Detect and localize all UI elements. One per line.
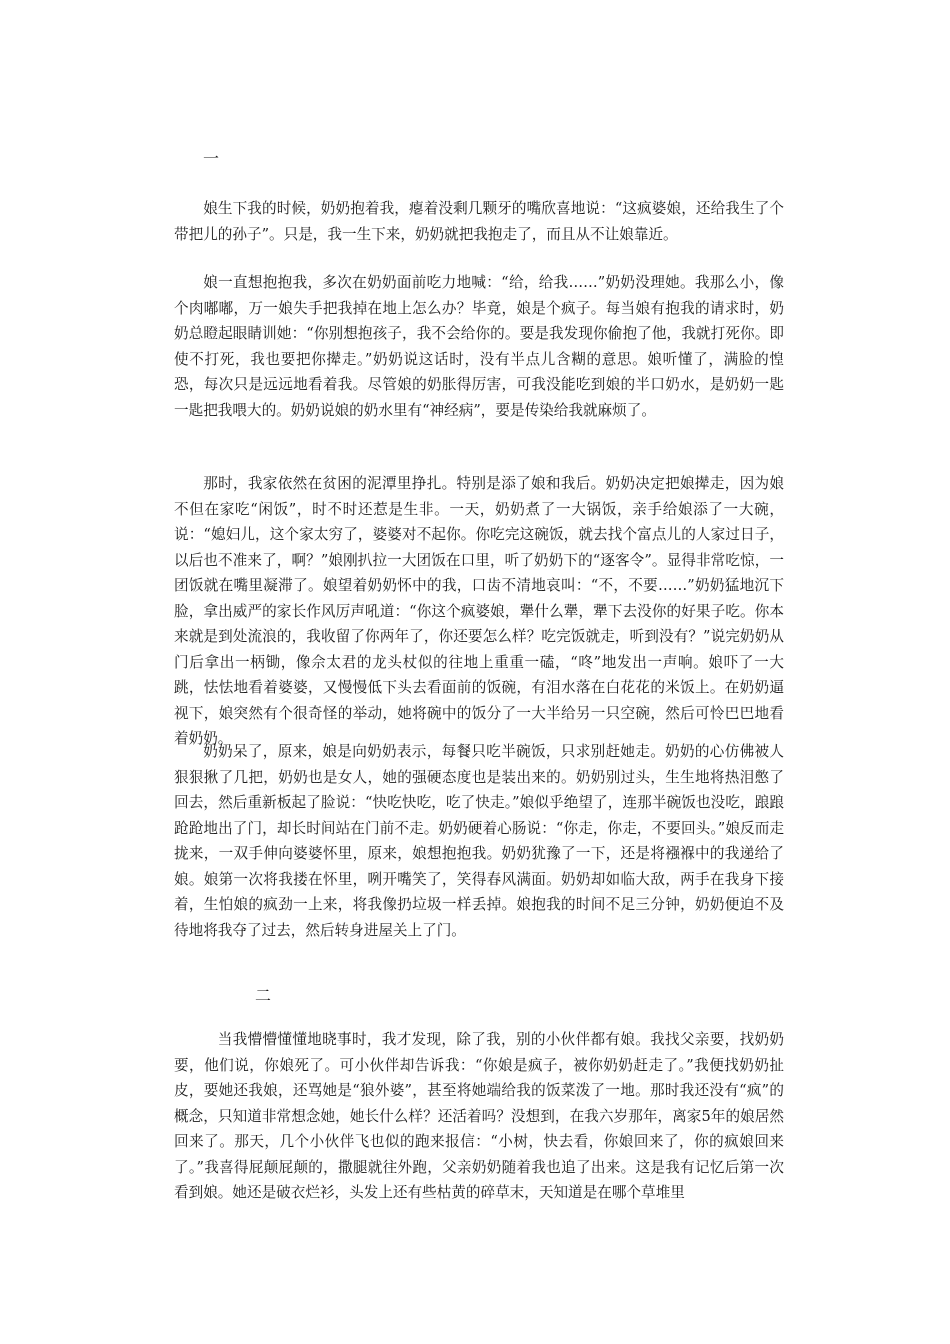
section-number-one: 一 (203, 149, 220, 168)
paragraph-3: 那时，我家依然在贫困的泥潭里挣扎。特别是添了娘和我后。奶奶决定把娘撵走，因为娘不但在家吃“闲饭”，时不时还惹是生非。一天，奶奶煮了一大锅饭，亲手给娘添了一大碗，说：“媳妇儿，这个家太穷了，婆婆对不起你。你吃完这碗饭，就去找个富点儿的人家过日子，以后也不准来了，啊？”娘刚扒拉一大团饭在口里，听了奶奶下的“逐客令”。显得非常吃惊，一团饭就在嘴里凝滞了。娘望着奶奶怀中的我，口齿不清地哀叫：“不，不要……”奶奶猛地沉下脸，拿出威严的家长作风厉声吼道：“你这个疯婆娘，犟什么犟，犟下去没你的好果子吃。你本来就是到处流浪的，我收留了你两年了，你还要怎么样？吃完饭就走，听到没有？”说完奶奶从门后拿出一柄锄，像佘太君的龙头杖似的往地上重重一磕，“咚”地发出一声响。娘吓了一大跳，怯怯地看着婆婆，又慢慢低下头去看面前的饭碗，有泪水落在白花花的米饭上。在奶奶逼视下，娘突然有个很奇怪的举动，她将碗中的饭分了一大半给另一只空碗，然后可怜巴巴地看着奶奶。 (174, 475, 784, 747)
paragraph-1: 娘生下我的时候，奶奶抱着我，瘪着没剩几颗牙的嘴欣喜地说：“这疯婆娘，还给我生了个带把儿的孙子”。只是，我一生下来，奶奶就把我抱走了，而且从不让娘靠近。 (174, 200, 784, 243)
section-number-two: 二 (255, 986, 272, 1005)
paragraph-4: 奶奶呆了，原来，娘是向奶奶表示，每餐只吃半碗饭，只求别赶她走。奶奶的心仿佛被人狠狠揪了几把，奶奶也是女人，她的强硬态度也是装出来的。奶奶别过头，生生地将热泪憋了回去，然后重新板起了脸说：“快吃快吃，吃了快走。”娘似乎绝望了，连那半碗饭也没吃，踉踉跄跄地出了门，却长时间站在门前不走。奶奶硬着心肠说：“你走，你走，不要回头。”娘反而走拢来，一双手伸向婆婆怀里，原来，娘想抱抱我。奶奶犹豫了一下，还是将襁褓中的我递给了娘。娘第一次将我搂在怀里，咧开嘴笑了，笑得春风满面。奶奶却如临大敌，两手在我身下接着，生怕娘的疯劲一上来，将我像扔垃圾一样丢掉。娘抱我的时间不足三分钟，奶奶便迫不及待地将我夺了过去，然后转身进屋关上了门。 (174, 743, 784, 939)
paragraph-2: 娘一直想抱抱我，多次在奶奶面前吃力地喊：“给，给我……”奶奶没理她。我那么小，像个肉嘟嘟，万一娘失手把我掉在地上怎么办？毕竟，娘是个疯子。每当娘有抱我的请求时，奶奶总瞪起眼睛训她：“你别想抱孩子，我不会给你的。要是我发现你偷抱了他，我就打死你。即使不打死，我也要把你撵走。”奶奶说这话时，没有半点儿含糊的意思。娘听懂了，满脸的惶恐，每次只是远远地看着我。尽管娘的奶胀得厉害，可我没能吃到娘的半口奶水，是奶奶一匙一匙把我喂大的。奶奶说娘的奶水里有“神经病”，要是传染给我就麻烦了。 (174, 274, 784, 419)
paragraph-5: 当我懵懵懂懂地晓事时，我才发现，除了我，别的小伙伴都有娘。我找父亲要，找奶奶要，他们说，你娘死了。可小伙伴却告诉我：“你娘是疯子，被你奶奶赶走了。”我便找奶奶扯皮，要她还我娘，还骂她是“狼外婆”，甚至将她端给我的饭菜泼了一地。那时我还没有“疯”的概念，只知道非常想念她，她长什么样？还活着吗？没想到，在我六岁那年，离家5年的娘居然回来了。那天，几个小伙伴飞也似的跑来报信：“小树，快去看，你娘回来了，你的疯娘回来了。”我喜得屁颠屁颠的，撒腿就往外跑，父亲奶奶随着我也追了出来。这是我有记忆后第一次看到娘。她还是破衣烂衫，头发上还有些枯黄的碎草末，天知道是在哪个草堆里 (174, 1031, 784, 1201)
